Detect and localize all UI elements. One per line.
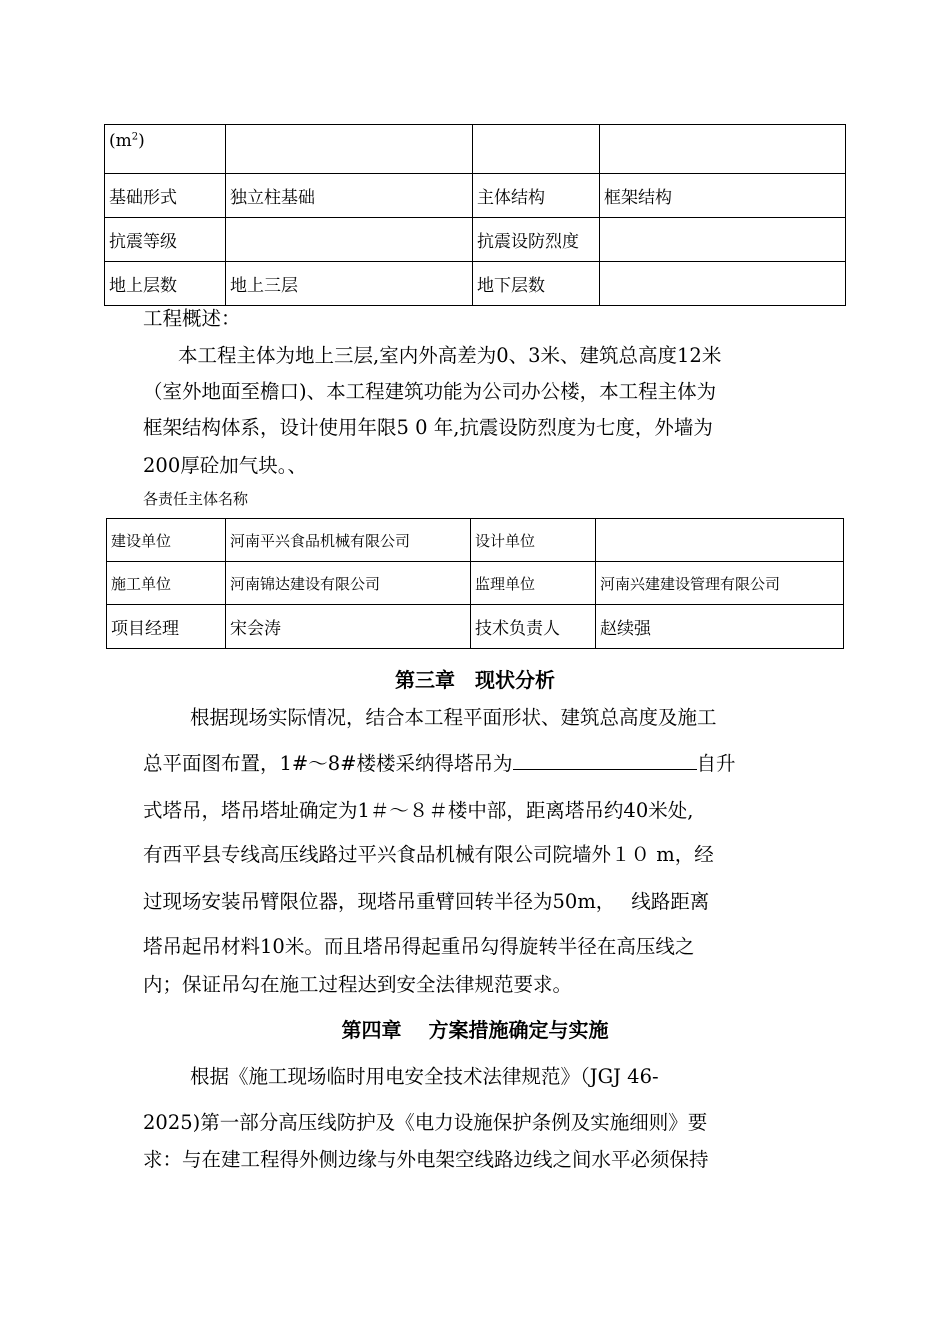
table-cell xyxy=(226,125,473,174)
table-cell: 抗震等级 xyxy=(105,218,226,262)
table-cell xyxy=(596,519,844,562)
table-cell: 框架结构 xyxy=(600,174,846,218)
table-row xyxy=(107,605,844,649)
overview-heading: 工程概述： xyxy=(143,307,241,330)
overview-line: 框架结构体系，设计使用年限5 0 年,抗震设防烈度为七度，外墙为 xyxy=(143,416,713,439)
chapter4-line: 2025)第一部分高压线防护及《电力设施保护条例及实施细则》要 xyxy=(143,1111,708,1134)
chapter4-title: 第四章 方案措施确定与实施 xyxy=(341,1018,609,1042)
table-row xyxy=(107,519,844,562)
table-cell: 赵续强 xyxy=(596,605,844,649)
chapter3-line: 有西平县专线高压线路过平兴食品机械有限公司院墙外１０ m，经 xyxy=(143,843,714,866)
area-unit-close: ) xyxy=(138,131,145,151)
table-cell: 项目经理 xyxy=(107,605,226,649)
chapter4-line: 求：与在建工程得外侧边缘与外电架空线路边线之间水平必须保持 xyxy=(143,1148,709,1171)
table-cell: 设计单位 xyxy=(471,519,596,562)
table-row xyxy=(105,218,846,262)
table-cell: 地上层数 xyxy=(105,262,226,306)
table-cell: 基础形式 xyxy=(105,174,226,218)
chapter4-line: 根据《施工现场临时用电安全技术法律规范》（JGJ 46- xyxy=(190,1065,659,1088)
table-cell: 宋会涛 xyxy=(226,605,471,649)
table-cell: 地下层数 xyxy=(473,262,600,306)
table-cell: 技术负责人 xyxy=(471,605,596,649)
chapter3-text: 总平面图布置，1#～8#楼楼采纳得塔吊为 xyxy=(143,752,513,775)
table-cell: 抗震设防烈度 xyxy=(473,218,600,262)
overview-line: （室外地面至檐口)、本工程建筑功能为公司办公楼，本工程主体为 xyxy=(143,380,717,403)
table-cell xyxy=(600,218,846,262)
table-row xyxy=(105,174,846,218)
table-cell: 河南平兴食品机械有限公司 xyxy=(226,519,471,562)
parties-caption: 各责任主体名称 xyxy=(143,490,249,508)
superscript: 2 xyxy=(131,131,139,143)
table-cell: 独立柱基础 xyxy=(226,174,473,218)
area-unit-label: (m xyxy=(109,131,132,151)
table-cell: 建设单位 xyxy=(107,519,226,562)
table-cell: 地上三层 xyxy=(226,262,473,306)
chapter3-line: 塔吊起吊材料10米。而且塔吊得起重吊勾得旋转半径在高压线之 xyxy=(143,935,695,958)
table-cell xyxy=(473,125,600,174)
parties-table xyxy=(106,518,844,649)
fill-blank xyxy=(513,749,697,770)
chapter3-line: 内；保证吊勾在施工过程达到安全法律规范要求。 xyxy=(143,973,573,996)
table-cell: 监理单位 xyxy=(471,562,596,605)
chapter3-line: 式塔吊，塔吊塔址确定为1＃～８＃楼中部，距离塔吊约40米处, xyxy=(143,799,694,822)
overview-line: 200厚砼加气块。、 xyxy=(143,454,307,477)
table-cell xyxy=(105,125,226,174)
chapter3-title: 第三章 现状分析 xyxy=(395,668,555,692)
table-cell xyxy=(226,218,473,262)
table-row xyxy=(105,125,846,174)
chapter3-line: 根据现场实际情况，结合本工程平面形状、建筑总高度及施工 xyxy=(190,706,717,729)
table-cell: 河南锦达建设有限公司 xyxy=(226,562,471,605)
table-cell: 河南兴建建设管理有限公司 xyxy=(596,562,844,605)
overview-line: 本工程主体为地上三层,室内外高差为0、3米、建筑总高度12米 xyxy=(178,344,722,367)
table-cell: 主体结构 xyxy=(473,174,600,218)
table-cell: 施工单位 xyxy=(107,562,226,605)
table-row xyxy=(107,562,844,605)
table-cell xyxy=(600,262,846,306)
chapter3-text: 自升 xyxy=(696,752,736,775)
table-cell xyxy=(600,125,846,174)
chapter3-line xyxy=(143,748,736,776)
chapter3-line: 过现场安装吊臂限位器，现塔吊重臂回转半径为50m， 线路距离 xyxy=(143,890,710,913)
project-info-table xyxy=(104,124,846,306)
table-row xyxy=(105,262,846,306)
